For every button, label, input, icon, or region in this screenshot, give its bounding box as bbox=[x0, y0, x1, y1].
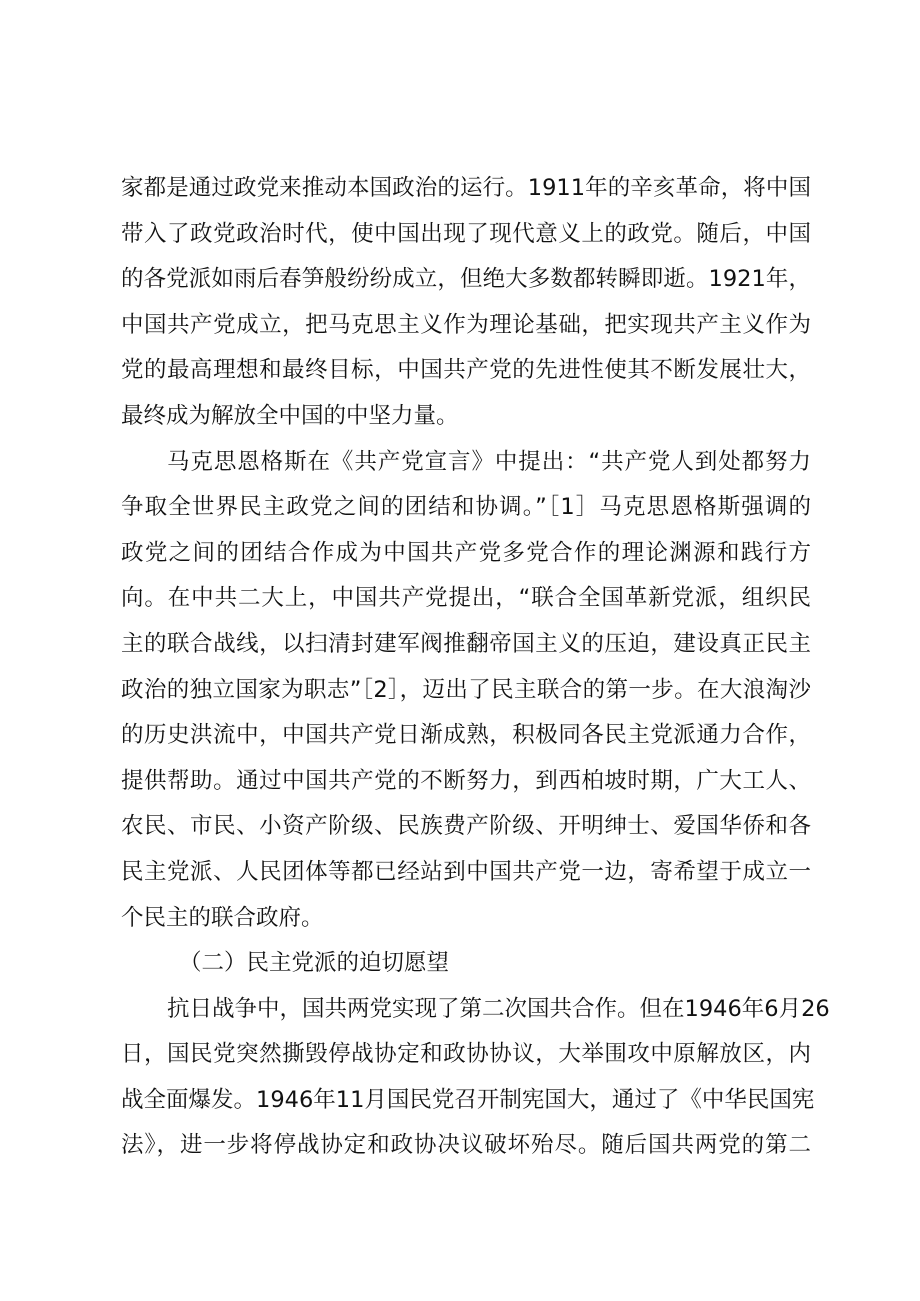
text-line: 提供帮助。通过中国共产党的不断努力，到西柏坡时期，广大工人、 bbox=[121, 767, 811, 794]
text-line: 农民、市民、小资产阶级、民族费产阶级、开明绅士、爱国华侨和各 bbox=[121, 813, 811, 840]
text-line: 中国共产党成立，把马克思主义作为理论基础，把实现共产主义作为 bbox=[121, 311, 811, 338]
text-line: 个民主的联合政府。 bbox=[121, 904, 324, 931]
text-line: 马克思恩格斯在《共产党宣言》中提出：“共产党人到处都努力 bbox=[167, 448, 811, 475]
document-body bbox=[121, 166, 830, 1169]
text-line: 向。在中共二大上，中国共产党提出，“联合全国革新党派，组织民 bbox=[121, 585, 811, 612]
text-line: 抗日战争中，国共两党实现了第二次国共合作。但在1946年6月26 bbox=[167, 995, 830, 1022]
text-line: 的历史洪流中，中国共产党日渐成熟，积极同各民主党派通力合作， bbox=[121, 722, 811, 749]
paragraph-2 bbox=[121, 440, 811, 942]
text-line: 争取全世界民主政党之间的团结和协调。”［1］马克思恩格斯强调的 bbox=[121, 494, 811, 521]
text-line: 家都是通过政党来推动本国政治的运行。1911年的辛亥革命，将中国 bbox=[121, 175, 811, 201]
text-line: 的各党派如雨后春笋般纷纷成立，但绝大多数都转瞬即逝。1921年， bbox=[121, 266, 811, 293]
paragraph-3 bbox=[121, 987, 830, 1169]
text-line: 民主党派、人民团体等都已经站到中国共产党一边，寄希望于成立一 bbox=[121, 858, 811, 885]
text-line: 政党之间的团结合作成为中国共产党多党合作的理论渊源和践行方 bbox=[121, 539, 811, 566]
paragraph-1 bbox=[121, 166, 811, 440]
section-heading: （二）民主党派的迫切愿望 bbox=[179, 950, 450, 977]
text-line: 党的最高理想和最终目标，中国共产党的先进性使其不断发展壮大， bbox=[121, 357, 811, 384]
text-line: 日，国民党突然撕毁停战协定和政协协议，大举围攻中原解放区，内 bbox=[121, 1041, 811, 1068]
text-line: 法》，进一步将停战协定和政协决议破坏殆尽。随后国共两党的第二 bbox=[121, 1132, 811, 1159]
text-line: 最终成为解放全中国的中坚力量。 bbox=[121, 402, 459, 429]
text-line: 主的联合战线，以扫清封建军阀推翻帝国主义的压迫，建设真正民主 bbox=[121, 630, 811, 657]
text-line: 带入了政党政治时代，使中国出现了现代意义上的政党。随后，中国 bbox=[121, 220, 811, 247]
text-line: 政治的独立国家为职志”［2］，迈出了民主联合的第一步。在大浪淘沙 bbox=[121, 676, 811, 703]
text-line: 战全面爆发。1946年11月国民党召开制宪国大，通过了《中华民国宪 bbox=[121, 1086, 815, 1113]
